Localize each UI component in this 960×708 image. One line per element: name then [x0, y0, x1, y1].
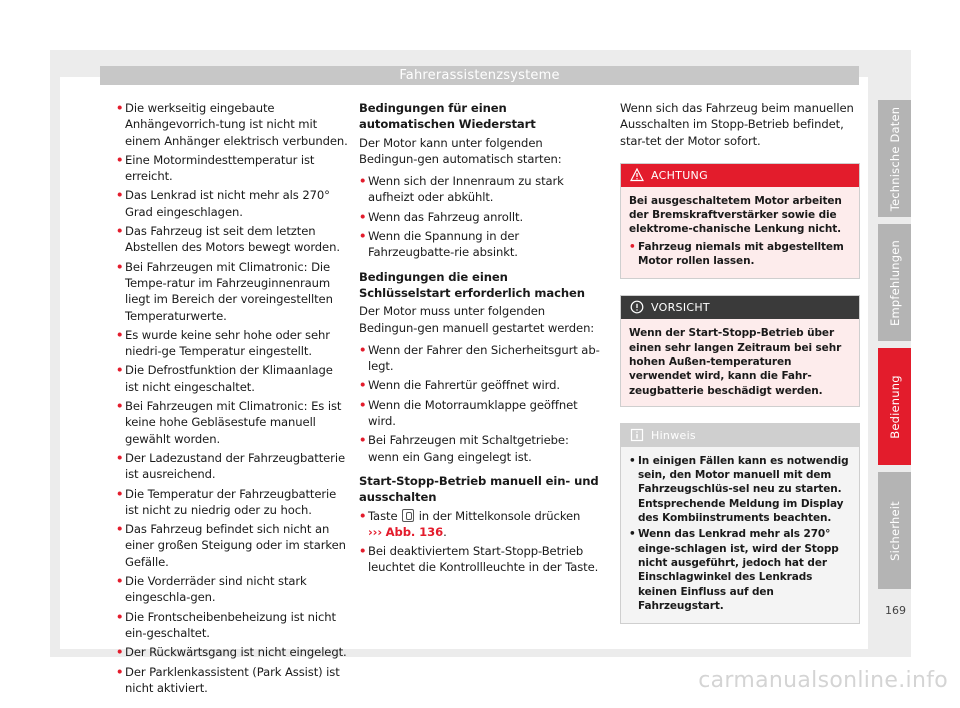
tab-sicherheit[interactable]: Sicherheit: [878, 472, 911, 589]
caution-header: VORSICHT: [621, 296, 859, 319]
bullet-icon: •: [629, 454, 636, 467]
list-item: • Wenn die Fahrertür geöffnet wird.: [359, 378, 560, 393]
bullet-icon: •: [116, 101, 124, 115]
page-number: 169: [885, 604, 906, 617]
section-heading: Bedingungen für einen automatischen Wiederstart: [359, 101, 536, 132]
paragraph: Wenn sich das Fahrzeug beim manuellen Ausschalten im Stopp-Betrieb befindet, star-tet der Motor sofort.: [620, 101, 854, 148]
bullet-icon: •: [359, 397, 367, 412]
bullet-icon: •: [629, 528, 636, 541]
bullet-icon: •: [116, 609, 124, 624]
list-item: • Wenn der Fahrer den Sicherheitsgurt ab-legt.: [359, 342, 600, 374]
bullet-icon: •: [116, 574, 124, 589]
bullet-icon: •: [116, 399, 124, 414]
bullet-icon: •: [116, 486, 124, 501]
exclamation-circle-icon: [630, 300, 644, 314]
warning-header: ACHTUNG: [621, 164, 859, 187]
list-item: • Wenn das Fahrzeug anrollt.: [359, 209, 524, 224]
list-item: • Bei Fahrzeugen mit Schaltgetriebe: wenn ein Gang eingelegt ist.: [359, 433, 569, 464]
bullet-icon: •: [359, 508, 367, 523]
tab-technische-daten[interactable]: Technische Daten: [878, 100, 911, 217]
bullet-icon: •: [359, 229, 367, 244]
column-2: [359, 100, 601, 579]
list-item: • Der Ladezustand der Fahrzeugbatterie ist ausreichend.: [116, 450, 345, 482]
paragraph: Der Motor muss unter folgenden Bedingun-gen manuell gestartet werden:: [359, 304, 595, 335]
watermark: carmanualsonline.info: [698, 668, 948, 693]
list-item: • Die werkseitig eingebaute Anhängevorrich-tung ist nicht mit einem Anhänger elektrisch verbunden.: [116, 101, 348, 148]
list-item: • Das Fahrzeug befindet sich nicht an einer großen Steigung oder im starken Gefälle.: [116, 522, 346, 569]
list-item: • Taste in der Mittelkonsole drücken ››› Abb. 136.: [359, 508, 581, 539]
bullet-icon: •: [116, 188, 124, 203]
bullet-icon: •: [359, 209, 367, 224]
list-item: • Wenn die Motorraumklappe geöffnet wird.: [359, 397, 578, 429]
column-1: [116, 100, 348, 699]
caution-body: Wenn der Start-Stopp-Betrieb über einen sehr langen Zeitraum bei sehr hohen Außen-temperaturen verwendet wird, kann die Fahr-zeugbatterie beschädigt werden.: [621, 319, 859, 405]
bullet-icon: •: [116, 363, 124, 378]
list-item: • Die Temperatur der Fahrzeugbatterie ist nicht zu niedrig oder zu hoch.: [116, 486, 337, 517]
list-item: • Der Rückwärtsgang ist nicht eingelegt.: [116, 645, 347, 660]
list-item: • Wenn das Lenkrad mehr als 270° einge-schlagen ist, wird der Stopp nicht ausgeführt, jedoch hat der Einschlagwinkel des Lenkrads keinen Einfluss auf den Fahrzeugstart.: [629, 528, 839, 612]
list-item: • Die Vorderräder sind nicht stark eingeschla-gen.: [116, 574, 307, 605]
section-heading: Bedingungen die einen Schlüsselstart erforderlich machen: [359, 269, 585, 300]
bullet-icon: •: [359, 433, 367, 448]
section-header: Fahrerassistenzsysteme: [100, 66, 859, 85]
list-item: • Fahrzeug niemals mit abgestelltem Motor rollen lassen.: [629, 240, 844, 268]
bullet-icon: •: [116, 664, 124, 679]
list-item: • Wenn sich der Innenraum zu stark aufheizt oder abkühlt.: [359, 174, 564, 205]
bullet-icon: •: [116, 224, 124, 239]
bullet-icon: •: [359, 174, 367, 189]
bullet-icon: •: [116, 450, 124, 465]
list-item: • Die Defrostfunktion der Klimaanlage ist nicht eingeschaltet.: [116, 363, 333, 394]
bullet-icon: •: [116, 259, 124, 274]
warning-body: Bei ausgeschaltetem Motor arbeiten der Bremskraftverstärker sowie die elektrome-chanische Lenkung nicht. • Fahrzeug niemals mit abgestelltem Motor rollen lassen.: [621, 187, 859, 278]
section-heading: Start-Stopp-Betrieb manuell ein- und ausschalten: [359, 473, 599, 505]
hint-header: Hinweis: [621, 424, 859, 447]
tab-bedienung[interactable]: Bedienung: [878, 348, 911, 465]
tab-empfehlungen[interactable]: Empfehlungen: [878, 224, 911, 341]
list-item: • Eine Motormindesttemperatur ist erreicht.: [116, 152, 315, 184]
start-stop-key-icon: [402, 509, 414, 522]
list-item: • Bei Fahrzeugen mit Climatronic: Die Tempe-ratur im Fahrzeuginnenraum liegt im Bereich der voreingestellten Temperaturwerte.: [116, 259, 333, 323]
bullet-icon: •: [629, 240, 636, 253]
paragraph: Der Motor kann unter folgenden Bedingun-gen automatisch starten:: [359, 135, 562, 166]
column-3: [620, 100, 860, 640]
bullet-icon: •: [116, 522, 124, 537]
list-item: • Bei Fahrzeugen mit Climatronic: Es ist keine hohe Gebläsestufe manuell gewählt worden.: [116, 399, 342, 446]
bullet-icon: •: [116, 327, 124, 342]
figure-reference-link[interactable]: Abb. 136: [385, 524, 444, 539]
list-item: • Das Lenkrad ist nicht mehr als 270° Grad eingeschlagen.: [116, 188, 330, 219]
list-item: • Das Fahrzeug ist seit dem letzten Abstellen des Motors bewegt worden.: [116, 224, 340, 255]
hint-body: [621, 447, 859, 623]
hint-box: [620, 423, 860, 624]
list-item: • Wenn die Spannung in der Fahrzeugbatte-rie absinkt.: [359, 229, 520, 260]
warning-triangle-icon: [630, 168, 644, 182]
list-item: • Die Frontscheibenbeheizung ist nicht ein-geschaltet.: [116, 609, 336, 640]
bullet-icon: •: [359, 544, 367, 559]
bullet-icon: •: [359, 342, 367, 357]
list-item: • In einigen Fällen kann es notwendig sein, den Motor manuell mit dem Fahrzeugschlüs-sel neu zu starten. Entsprechende Meldung im Display des Kombiinstruments beachten.: [629, 454, 849, 525]
list-item: • Der Parklenkassistent (Park Assist) ist nicht aktiviert.: [116, 664, 340, 695]
bullet-icon: •: [116, 152, 124, 167]
list-item: • Bei deaktiviertem Start-Stopp-Betrieb leuchtet die Kontrollleuchte in der Taste.: [359, 544, 599, 575]
list-item: • Es wurde keine sehr hohe oder sehr niedri-ge Temperatur eingestellt.: [116, 327, 330, 359]
info-icon: [630, 428, 644, 442]
caution-box: [620, 295, 860, 406]
reference-arrow-icon: ›››: [368, 524, 383, 539]
bullet-icon: •: [359, 378, 367, 393]
warning-box: [620, 163, 860, 279]
bullet-icon: •: [116, 645, 124, 660]
